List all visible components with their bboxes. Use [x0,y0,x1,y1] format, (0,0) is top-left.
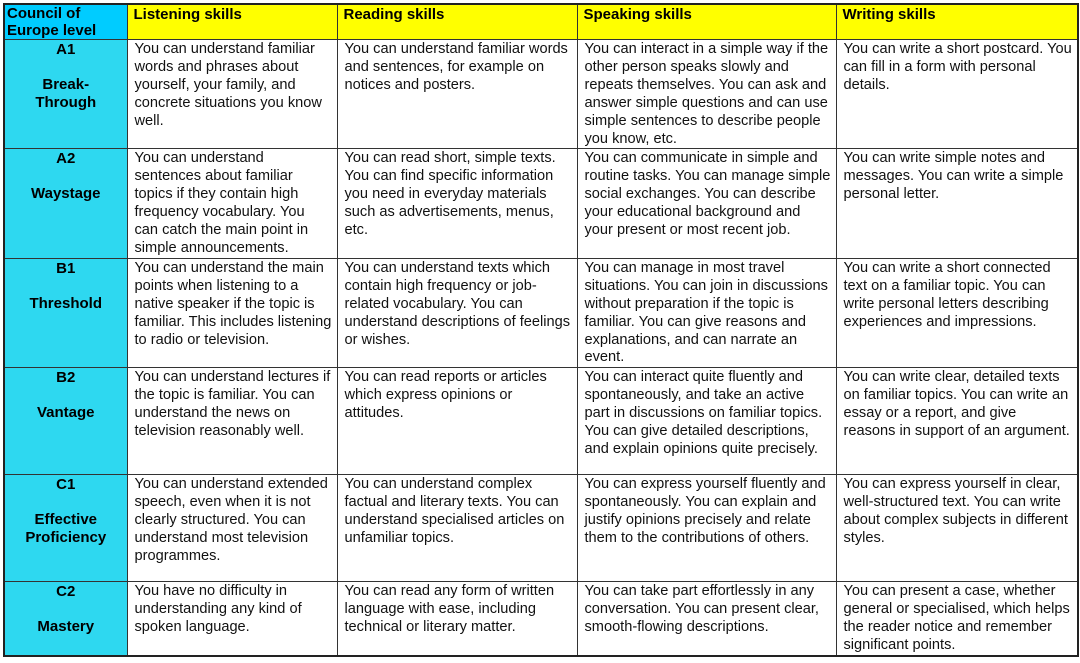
level-code: C2 [56,583,76,601]
writing-cell: You can write a short postcard. You can fill in a form with personal details. [836,40,1078,149]
listening-cell: You can understand the main points when listening to a native speaker if the topic is familiar. This includes listening to radio or television. [127,258,337,367]
speaking-cell: You can express yourself fluently and spontaneously. You can explain and justify opinions precisely and relate them to the contributions of others. [577,475,836,582]
listening-cell: You can understand familiar words and phrases about yourself, your family, and concrete situations you know well. [127,40,337,149]
reading-cell: You can understand complex factual and literary texts. You can understand specialised articles on unfamiliar topics. [337,475,577,582]
table-row [4,149,1078,258]
table-row [4,582,1078,656]
speaking-cell: You can manage in most travel situations. You can join in discussions without preparation if the topic is familiar. You can give reasons and explanations, and can narrate an event. [577,258,836,367]
header-speaking: Speaking skills [577,4,836,40]
speaking-cell: You can take part effortlessly in any conversation. You can present clear, smooth-flowing descriptions. [577,582,836,656]
level-cell [4,582,127,656]
table-row [4,40,1078,149]
listening-cell: You have no difficulty in understanding any kind of spoken language. [127,582,337,656]
level-cell [4,40,127,149]
header-row [4,4,1078,40]
speaking-cell: You can interact in a simple way if the other person speaks slowly and repeats themselves. You can ask and answer simple questions and can use simple sentences to describe people you know, etc. [577,40,836,149]
table-row [4,258,1078,367]
reading-cell: You can read short, simple texts. You can find specific information you need in everyday materials such as advertisements, menus, etc. [337,149,577,258]
level-code: B1 [56,259,76,277]
level-code: B2 [56,369,76,387]
table-row [4,368,1078,475]
listening-cell: You can understand lectures if the topic is familiar. You can understand the news on television reasonably well. [127,368,337,475]
reading-cell: You can read any form of written language with ease, including technical or literary matter. [337,582,577,656]
level-cell [4,368,127,475]
level-name: Vantage [36,404,95,422]
level-name: Mastery [37,618,95,636]
level-cell [4,475,127,582]
header-listening: Listening skills [127,4,337,40]
level-name: Threshold [29,294,102,312]
level-name: Waystage [31,185,101,203]
level-name: Effective Proficiency [25,511,107,547]
level-code: A2 [56,150,76,168]
level-cell [4,258,127,367]
level-code: A1 [56,41,76,58]
reading-cell: You can understand familiar words and sentences, for example on notices and posters. [337,40,577,149]
table-row [4,475,1078,582]
speaking-cell: You can interact quite fluently and spontaneously, and take an active part in discussions on familiar topics. You can give detailed descriptions, and explain opinions quite precisely. [577,368,836,475]
level-name: Break- Through [35,76,97,111]
listening-cell: You can understand extended speech, even when it is not clearly structured. You can understand most television programmes. [127,475,337,582]
header-writing: Writing skills [836,4,1078,40]
cefr-table-container [3,3,1079,657]
writing-cell: You can present a case, whether general or specialised, which helps the reader notice and remember significant points. [836,582,1078,656]
reading-cell: You can read reports or articles which express opinions or attitudes. [337,368,577,475]
writing-cell: You can write a short connected text on a familiar topic. You can write personal letters describing experiences and impressions. [836,258,1078,367]
header-reading: Reading skills [337,4,577,40]
level-code: C1 [56,476,76,494]
listening-cell: You can understand sentences about familiar topics if they contain high frequency vocabulary. You can catch the main point in simple announcements. [127,149,337,258]
writing-cell: You can write clear, detailed texts on familiar topics. You can write an essay or a report, and give reasons in support of an argument. [836,368,1078,475]
speaking-cell: You can communicate in simple and routine tasks. You can manage simple social exchanges. You can describe your educational background and your present or most recent job. [577,149,836,258]
level-cell [4,149,127,258]
writing-cell: You can write simple notes and messages. You can write a simple personal letter. [836,149,1078,258]
writing-cell: You can express yourself in clear, well-structured text. You can write about complex subjects in different styles. [836,475,1078,582]
reading-cell: You can understand texts which contain high frequency or job-related vocabulary. You can understand descriptions of feelings or wishes. [337,258,577,367]
header-level: Council of Europe level [4,4,127,40]
cefr-levels-table [3,3,1079,657]
